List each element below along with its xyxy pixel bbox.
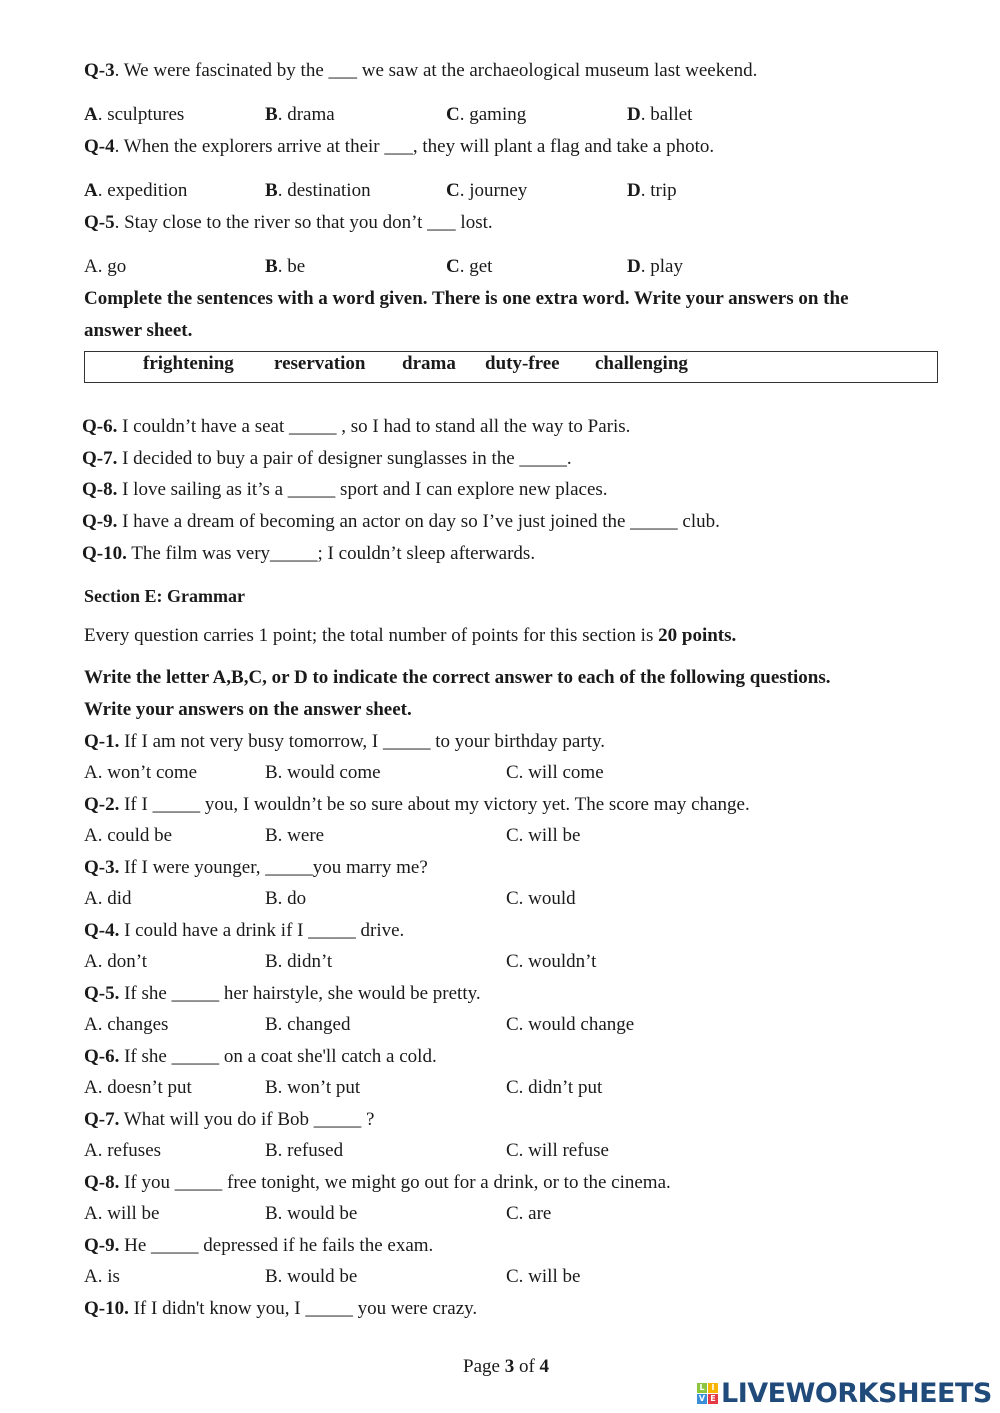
option-text: . ballet <box>640 104 693 125</box>
option-text: . play <box>640 256 683 277</box>
option-a: A. refuses <box>84 1140 162 1161</box>
instruction: Complete the sentences with a word given. There is one extra word. Write your answers on the <box>84 288 849 309</box>
word-box-item: challenging <box>595 353 688 374</box>
question-text: I decided to buy a pair of designer sunglasses in the _____. <box>117 448 572 469</box>
option-d <box>627 103 692 127</box>
question-number: Q-4 <box>84 136 115 157</box>
logo-tile: L <box>697 1383 707 1393</box>
word-box-item: duty-free <box>485 353 560 374</box>
option-a: A. did <box>84 888 132 909</box>
question-number: Q-9. <box>82 511 118 532</box>
option-c: C. would change <box>506 1014 635 1035</box>
question-text: If you _____ free tonight, we might go out for a drink, or to the cinema. <box>119 1172 671 1193</box>
question-number: Q-8. <box>82 479 118 500</box>
question-7 <box>82 447 572 471</box>
question-number: Q-3 <box>84 60 115 81</box>
option-b <box>265 179 371 203</box>
question-text: . We were fascinated by the ___ we saw at the archaeological museum last weekend. <box>114 60 758 81</box>
option-b: B. refused <box>265 1140 344 1161</box>
question-4 <box>84 135 714 159</box>
option-a <box>84 103 184 127</box>
grammar-question-7 <box>84 1108 374 1132</box>
logo-tile: E <box>708 1394 718 1404</box>
question-number: Q-9. <box>84 1235 120 1256</box>
question-number: Q-6. <box>82 416 118 437</box>
question-number: Q-7. <box>84 1109 120 1130</box>
question-8 <box>82 478 608 502</box>
question-text: I couldn’t have a seat _____ , so I had to stand all the way to Paris. <box>117 416 631 437</box>
question-text: The film was very_____; I couldn’t sleep afterwards. <box>126 543 536 564</box>
option-b <box>265 255 305 279</box>
option-c: C. will come <box>506 762 604 783</box>
option-c: C. didn’t put <box>506 1077 603 1098</box>
option-a: A. will be <box>84 1203 160 1224</box>
option-letter: A <box>84 180 98 201</box>
option-c: C. will refuse <box>506 1140 609 1161</box>
points-total: 20 points. <box>658 625 737 646</box>
grammar-question-3 <box>84 856 428 880</box>
option-b: B. would come <box>265 762 381 783</box>
option-text: A. go <box>84 256 127 277</box>
option-b: B. didn’t <box>265 951 333 972</box>
logo-tile: V <box>698 1393 706 1403</box>
option-text: . trip <box>640 180 677 201</box>
question-number: Q-4. <box>84 920 120 941</box>
logo-tiles-icon <box>697 1383 718 1404</box>
option-c: C. will be <box>506 1266 581 1287</box>
option-letter: A <box>84 104 98 125</box>
section-title: Section E: Grammar <box>84 586 245 606</box>
option-a: A. could be <box>84 825 173 846</box>
option-a: A. doesn’t put <box>84 1077 192 1098</box>
question-text: . Stay close to the river so that you don’t ___ lost. <box>114 212 493 233</box>
question-text: If I _____ you, I wouldn’t be so sure about my victory yet. The score may change. <box>119 794 750 815</box>
option-b: B. won’t put <box>265 1077 361 1098</box>
option-letter: B <box>265 104 278 125</box>
option-c <box>446 103 526 127</box>
logo-tile: I <box>708 1383 718 1393</box>
option-b: B. would be <box>265 1266 358 1287</box>
question-number: Q-7. <box>82 448 118 469</box>
points-text: Every question carries 1 point; the total number of points for this section is <box>84 625 659 646</box>
option-text: . sculptures <box>97 104 185 125</box>
question-3 <box>84 59 757 83</box>
question-10 <box>82 542 535 566</box>
question-number: Q-8. <box>84 1172 120 1193</box>
grammar-question-2 <box>84 793 750 817</box>
option-a: A. changes <box>84 1014 169 1035</box>
question-text: If I didn't know you, I _____ you were crazy. <box>128 1298 478 1319</box>
option-c: C. wouldn’t <box>506 951 597 972</box>
option-d <box>627 179 677 203</box>
total-pages: 4 <box>539 1356 550 1377</box>
question-text: I love sailing as it’s a _____ sport and I can explore new places. <box>117 479 608 500</box>
question-number: Q-5 <box>84 212 115 233</box>
word-box-item: reservation <box>274 353 366 374</box>
question-number: Q-3. <box>84 857 120 878</box>
option-letter: D <box>627 256 641 277</box>
grammar-question-5 <box>84 982 481 1006</box>
option-text: . destination <box>277 180 371 201</box>
option-text: . drama <box>277 104 335 125</box>
option-letter: B <box>265 180 278 201</box>
word-box-item: drama <box>402 353 456 374</box>
option-text: . be <box>277 256 306 277</box>
grammar-question-1 <box>84 730 605 754</box>
grammar-question-8 <box>84 1171 671 1195</box>
question-text: I could have a drink if I _____ drive. <box>119 920 405 941</box>
grammar-question-4 <box>84 919 404 943</box>
option-d <box>627 255 683 279</box>
option-letter: B <box>265 256 278 277</box>
grammar-question-10 <box>84 1297 477 1321</box>
question-text: What will you do if Bob _____ ? <box>119 1109 375 1130</box>
word-box-item: frightening <box>143 353 234 374</box>
question-text: If she _____ on a coat she'll catch a cold. <box>119 1046 437 1067</box>
question-text: If I am not very busy tomorrow, I _____ to your birthday party. <box>119 731 605 752</box>
points-note <box>84 624 736 648</box>
option-c <box>446 255 492 279</box>
option-b <box>265 103 335 127</box>
option-a <box>84 255 126 279</box>
liveworksheets-logo <box>697 1379 992 1407</box>
question-6 <box>82 415 630 439</box>
instruction: Write your answers on the answer sheet. <box>84 699 412 720</box>
question-text: . When the explorers arrive at their ___, they will plant a flag and take a photo. <box>114 136 715 157</box>
option-letter: C <box>446 180 460 201</box>
option-b: B. were <box>265 825 325 846</box>
question-number: Q-1. <box>84 731 120 752</box>
current-page: 3 <box>504 1356 515 1377</box>
question-9 <box>82 510 720 534</box>
question-text: I have a dream of becoming an actor on day so I’ve just joined the _____ club. <box>117 511 720 532</box>
option-text: . get <box>459 256 493 277</box>
option-letter: C <box>446 104 460 125</box>
question-number: Q-2. <box>84 794 120 815</box>
option-b: B. changed <box>265 1014 351 1035</box>
option-a: A. won’t come <box>84 762 198 783</box>
instruction: Write the letter A,B,C, or D to indicate the correct answer to each of the following questions. <box>84 667 831 688</box>
option-a <box>84 179 187 203</box>
logo-text: LIVEWORKSHEETS <box>721 1377 992 1409</box>
question-number: Q-5. <box>84 983 120 1004</box>
grammar-question-9 <box>84 1234 433 1258</box>
page-label: Page <box>463 1356 505 1377</box>
page-of: of <box>514 1356 540 1377</box>
grammar-question-6 <box>84 1045 437 1069</box>
question-number: Q-10. <box>82 543 127 564</box>
option-c: C. will be <box>506 825 581 846</box>
option-b: B. would be <box>265 1203 358 1224</box>
option-letter: D <box>627 104 641 125</box>
option-b: B. do <box>265 888 307 909</box>
page-number <box>463 1355 549 1379</box>
option-letter: D <box>627 180 641 201</box>
option-a: A. is <box>84 1266 120 1287</box>
option-text: . journey <box>459 180 528 201</box>
option-text: . expedition <box>97 180 188 201</box>
question-number: Q-10. <box>84 1298 129 1319</box>
question-text: He _____ depressed if he fails the exam. <box>119 1235 434 1256</box>
question-5 <box>84 211 493 235</box>
option-c: C. would <box>506 888 576 909</box>
option-a: A. don’t <box>84 951 147 972</box>
option-c: C. are <box>506 1203 552 1224</box>
question-number: Q-6. <box>84 1046 120 1067</box>
question-text: If she _____ her hairstyle, she would be pretty. <box>119 983 481 1004</box>
instruction: answer sheet. <box>84 320 193 341</box>
option-letter: C <box>446 256 460 277</box>
option-text: . gaming <box>459 104 527 125</box>
option-c <box>446 179 527 203</box>
question-text: If I were younger, _____you marry me? <box>119 857 428 878</box>
